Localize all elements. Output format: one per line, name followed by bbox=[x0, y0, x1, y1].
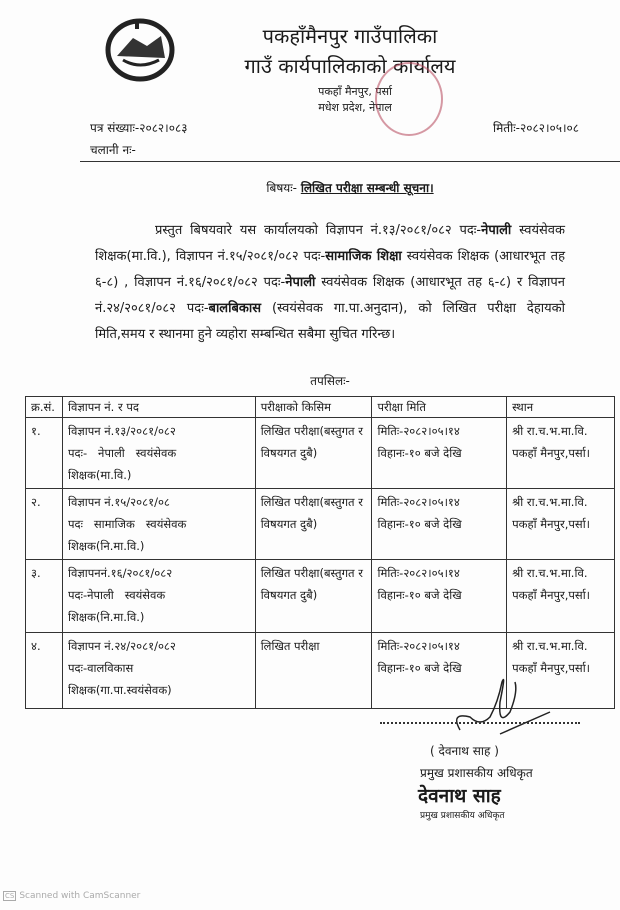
subject-text: लिखित परीक्षा सम्बन्धी सूचना। bbox=[300, 181, 434, 195]
cell-ad-post bbox=[62, 489, 255, 560]
exam-date: मितिः-२०८२।०५।१४ bbox=[377, 566, 460, 580]
cell-venue: श्री रा.च.भ.मा.वि. पकहाँ मैनपुर,पर्सा। bbox=[507, 418, 615, 489]
post-level: शिक्षक(नि.मा.वि.) bbox=[67, 539, 145, 553]
post-level: शिक्षक(गा.पा.स्वयंसेवक) bbox=[67, 683, 172, 697]
camscanner-logo-icon: CS bbox=[5, 892, 15, 900]
cell-ad-post bbox=[62, 560, 255, 633]
cell-venue: श्री रा.च.भ.मा.वि. पकहाँ मैनपुर,पर्सा। bbox=[507, 560, 615, 633]
post: पदः-नेपाली स्वयंसेवक bbox=[67, 588, 166, 602]
table-row bbox=[26, 418, 615, 489]
cell-venue: श्री रा.च.भ.मा.वि. पकहाँ मैनपुर,पर्सा। bbox=[507, 489, 615, 560]
header-ad-post: विज्ञापन नं. र पद bbox=[62, 397, 255, 418]
office-seal-stamp bbox=[375, 62, 443, 136]
post: पदः सामाजिक स्वयंसेवक bbox=[67, 517, 187, 531]
table-row bbox=[26, 560, 615, 633]
ad-number: विज्ञापन नं.२४/२०८१/०८२ bbox=[67, 639, 176, 653]
body-text: स्वयंसेवक शिक्षक(मा.वि.), विज्ञापन नं.१५/२०८१/०८२ पदः- bbox=[95, 223, 565, 264]
camscanner-text: Scanned with CamScanner bbox=[19, 891, 141, 901]
cell-serial: ४. bbox=[26, 633, 63, 709]
header-exam-type: परीक्षाको किसिम bbox=[255, 397, 372, 418]
exam-date: मितिः-२०८२।०५।१४ bbox=[377, 424, 460, 438]
name-stamp: देवनाथ साह bbox=[418, 785, 501, 807]
office-name: गाउँ कार्यपालिकाको कार्यालय bbox=[244, 54, 456, 78]
subject-label: बिषयः- bbox=[266, 181, 297, 195]
post: पदः- नेपाली स्वयंसेवक bbox=[67, 446, 177, 460]
camscanner-watermark bbox=[3, 891, 140, 901]
signature-line bbox=[380, 722, 580, 724]
subject-line bbox=[0, 179, 620, 196]
letter-date: मितीः-२०८२।०५।०८ bbox=[493, 121, 580, 135]
body-text: स्वयंसेवक शिक्षक (आधारभूत तह ६-८) , विज्ञापन नं.१६/२०८१/०८२ पदः- bbox=[95, 249, 565, 290]
body-text: प्रस्तुत बिषयवारे यस कार्यालयको विज्ञापन नं.१३/२०८१/०८२ पदः- bbox=[155, 223, 482, 238]
address-line1: पकहाँ मैनपुर, पर्सा bbox=[318, 85, 392, 98]
exam-time: विहानः-१० बजे देखि bbox=[377, 661, 462, 675]
letter-number: पत्र संख्याः-२०८२।०८३ bbox=[90, 121, 188, 135]
cell-exam-type: लिखित परीक्षा(बस्तुगत र विषयगत दुबै) bbox=[255, 489, 372, 560]
exam-time: विहानः-१० बजे देखि bbox=[377, 446, 462, 460]
header-divider bbox=[80, 161, 620, 162]
ad-number: विज्ञापन नं.१३/२०८१/०८२ bbox=[67, 424, 176, 438]
body-text: स्वयंसेवक शिक्षक (आधारभूत तह ६-८) र विज्ञापन नं.२४/२०८१/०८२ पदः- bbox=[95, 275, 566, 316]
org-name: पकहाँमैनपुर गाउँपालिका bbox=[262, 24, 438, 48]
ad-number: विज्ञापननं.१६/२०८१/०८२ bbox=[67, 566, 173, 580]
designation-stamp: प्रमुख प्रशासकीय अधिकृत bbox=[420, 811, 505, 821]
cell-serial: २. bbox=[26, 489, 63, 560]
body-bold: नेपाली bbox=[285, 275, 316, 290]
signatory-name: ( देवनाथ साह ) bbox=[430, 744, 499, 758]
body-paragraph bbox=[95, 218, 565, 348]
cell-exam-date bbox=[372, 560, 507, 633]
body-bold: सामाजिक शिक्षा bbox=[325, 249, 402, 264]
post: पदः-वालविकास bbox=[67, 661, 134, 675]
cell-ad-post bbox=[62, 633, 255, 709]
table-header-row bbox=[26, 397, 615, 418]
cell-ad-post bbox=[62, 418, 255, 489]
cell-exam-type: लिखित परीक्षा bbox=[255, 633, 372, 709]
handwritten-signature bbox=[440, 672, 560, 752]
exam-schedule-table bbox=[25, 396, 615, 709]
details-label: तपसिलः- bbox=[310, 374, 350, 388]
exam-date: मितिः-२०८२।०५।१४ bbox=[377, 495, 460, 509]
body-bold: बालबिकास bbox=[208, 301, 262, 316]
signatory-designation: प्रमुख प्रशासकीय अधिकृत bbox=[420, 766, 533, 780]
cell-venue: श्री रा.च.भ.मा.वि. पकहाँ मैनपुर,पर्सा। bbox=[507, 633, 615, 709]
cell-serial: ३. bbox=[26, 560, 63, 633]
post-level: शिक्षक(मा.वि.) bbox=[67, 468, 132, 482]
cell-exam-type: लिखित परीक्षा(बस्तुगत र विषयगत दुबै) bbox=[255, 418, 372, 489]
exam-date: मितिः-२०८२।०५।१४ bbox=[377, 639, 460, 653]
post-level: शिक्षक(नि.मा.वि.) bbox=[67, 610, 145, 624]
body-bold: नेपाली bbox=[481, 223, 512, 238]
table-row bbox=[26, 489, 615, 560]
ad-number: विज्ञापन नं.१५/२०८१/०८ bbox=[67, 495, 170, 509]
exam-time: विहानः-१० बजे देखि bbox=[377, 517, 462, 531]
cell-exam-date bbox=[372, 418, 507, 489]
exam-time: विहानः-१० बजे देखि bbox=[377, 588, 462, 602]
header-exam-date: परीक्षा मिति bbox=[372, 397, 507, 418]
cell-serial: १. bbox=[26, 418, 63, 489]
body-text: (स्वयंसेवक गा.पा.अनुदान), को लिखित परीक्षा देहायको मिति,समय र स्थानमा हुने व्यहोरा सम्बन्धित सबैमा सुचित गरिन्छ। bbox=[95, 301, 565, 342]
address-line2: मधेश प्रदेश, नेपाल bbox=[318, 101, 392, 114]
header-venue: स्थान bbox=[507, 397, 615, 418]
cell-exam-type: लिखित परीक्षा(बस्तुगत र विषयगत दुबै) bbox=[255, 560, 372, 633]
header-serial: क्र.सं. bbox=[26, 397, 63, 418]
dispatch-number: चलानी नः- bbox=[90, 143, 136, 157]
cell-exam-date bbox=[372, 489, 507, 560]
